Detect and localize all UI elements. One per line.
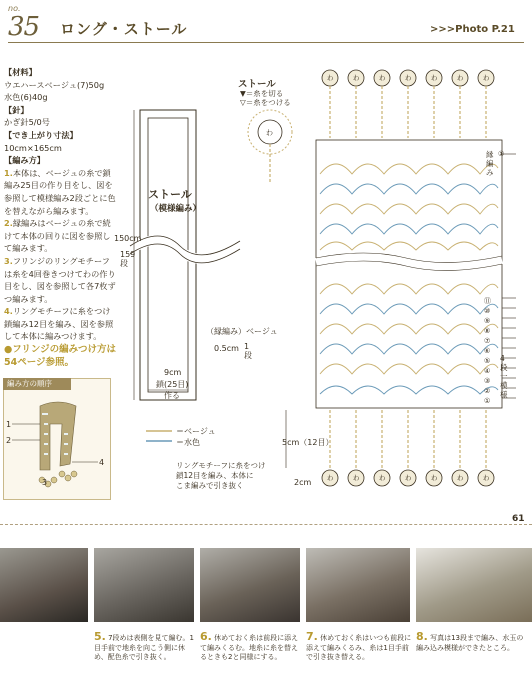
photo-5: [94, 548, 194, 622]
ring-label-bottom-6: わ: [457, 474, 464, 482]
ring-label-top-1: わ: [327, 74, 334, 82]
legend-blue: ＝水色: [176, 438, 200, 447]
ring-label-bottom-2: わ: [353, 474, 360, 482]
ring-label-top-6: わ: [457, 74, 464, 82]
bottom-fringe-chains: [330, 410, 486, 468]
page-number: 61: [512, 514, 525, 524]
chain-label: 鎖(25目): [156, 380, 189, 389]
ring-size-label: 2cm: [294, 478, 312, 487]
legend-beige: ＝ベージュ: [176, 427, 216, 436]
step-4: 4.リングモチーフに糸をつけ鎖編み12目を編み、図を参照して本体に編みつけます。: [4, 306, 114, 342]
size-heading: 【でき上がり寸法】: [4, 129, 78, 140]
caption-7: 7. 休めておく糸はいつも前段に添えて編みくるみ、糸は1目手前で引き抜き替える。: [306, 630, 412, 661]
crochet-chart: [236, 64, 532, 500]
edge-row-label: 縁編み: [486, 150, 494, 177]
finished-size: 10cm×165cm: [4, 142, 62, 153]
width-label: 9cm: [164, 368, 182, 377]
header-rule: [8, 42, 524, 43]
yarn-blue: 水色(6)40g: [4, 92, 48, 103]
caption-5: 5. 7段めは表側を見て編む。1目手前で地糸を向こう側に休め、配色糸で引き抜く。: [94, 630, 194, 661]
step-2: 2.縁編みはベージュの糸で続けて本体の回りに図を参照して編みます。: [4, 218, 111, 254]
ring-label-top-5: わ: [431, 74, 438, 82]
photo-6: [200, 548, 300, 622]
method-heading: 【編み方】: [4, 155, 45, 166]
fan-block-bottom: [320, 284, 498, 394]
edge-size: 0.5cm: [214, 344, 239, 353]
length-label: 150cm: [114, 234, 142, 243]
ring-detail-label: わ: [266, 129, 273, 137]
fringe-length-label: 5cm（12目）: [282, 438, 334, 447]
ring-label-bottom-3: わ: [379, 474, 386, 482]
order-box-title: 編み方の順序: [3, 378, 71, 390]
needle-heading: 【針】: [4, 104, 29, 115]
caption-6: 6. 休めておく糸は前段に添えて編みくるむ。地糸に糸を替えるときも2と同様にする。: [200, 630, 299, 661]
edge-label: （縁編み）ベージュ: [206, 327, 278, 336]
scarf-illustration: [10, 394, 106, 494]
chart-title: ストール: [238, 79, 276, 90]
make-label: 作る: [164, 391, 180, 400]
caption-8: 8. 写真は13段まで編み、水玉の編み込み模様ができたところ。: [416, 630, 524, 652]
step-1: 1.本体は、ベージュの糸で鎖編み25目の作り目をし、図を参照して模様編み2段ごとに色を替えながら編みます。: [4, 167, 116, 216]
photo-4: [0, 548, 88, 622]
schematic-pattern-label: （模様編み）: [150, 204, 202, 214]
section-divider: [0, 524, 532, 525]
rows-label: 159段: [120, 250, 136, 268]
fan-block-top: [320, 164, 498, 250]
photo-7: [306, 548, 410, 622]
order-step-1: 1: [6, 420, 12, 429]
ring-label-bottom-4: わ: [405, 474, 412, 482]
ring-label-bottom-1: わ: [327, 474, 334, 482]
ring-label-top-7: わ: [483, 74, 490, 82]
order-step-3: 3: [42, 478, 48, 487]
photo-reference: >>>Photo P.21: [430, 24, 515, 35]
ring-label-bottom-7: わ: [483, 474, 490, 482]
ring-label-bottom-5: わ: [431, 474, 438, 482]
materials-heading: 【材料】: [4, 67, 37, 77]
ring-label-top-4: わ: [405, 74, 412, 82]
pattern-number: 35: [8, 12, 40, 42]
fringe-note: リングモチーフに糸をつけ 鎖12目を編み、本体に こま編みで引き抜く: [176, 461, 266, 490]
step-3: 3.フリンジのリングモチーフは糸を4回巻きつけてわの作り目をし、図を参照して各7枚ずつ編みます。: [4, 255, 116, 304]
fringe-note: ●フリンジの編みつけ方は54ページ参照。: [4, 344, 116, 369]
chart-attach-legend: ▽＝糸をつける: [240, 98, 291, 107]
photo-8: [416, 548, 532, 622]
schematic-stole-label: ストール: [148, 188, 192, 201]
ring-label-top-3: わ: [379, 74, 386, 82]
ring-label-top-2: わ: [353, 74, 360, 82]
yarn-beige: ウエハースベージュ(7)50g: [4, 79, 105, 90]
row-numbers: ⑪ ⑩ ⑨ ⑧ ⑦ ⑥ ⑤ ④ ③ ② ①: [484, 297, 491, 405]
needle-size: かぎ針5/0号: [4, 117, 50, 128]
instructions: [4, 66, 116, 369]
number-prefix: no.: [8, 4, 21, 13]
legend-swatches: [146, 426, 174, 446]
page-title: ロング・ストール: [60, 20, 188, 38]
top-fringe-chains: [330, 86, 486, 138]
edge-rows: 1段: [244, 342, 252, 360]
chart-cut-legend: ▼＝糸を切る: [240, 89, 284, 98]
order-step-4: 4: [99, 458, 105, 467]
order-step-2: 2: [6, 436, 12, 445]
page-header: [0, 0, 532, 46]
edge-row-number: ①: [498, 150, 505, 158]
photo-strip: [0, 548, 532, 699]
repeat-label: 4段一模様: [500, 354, 508, 399]
